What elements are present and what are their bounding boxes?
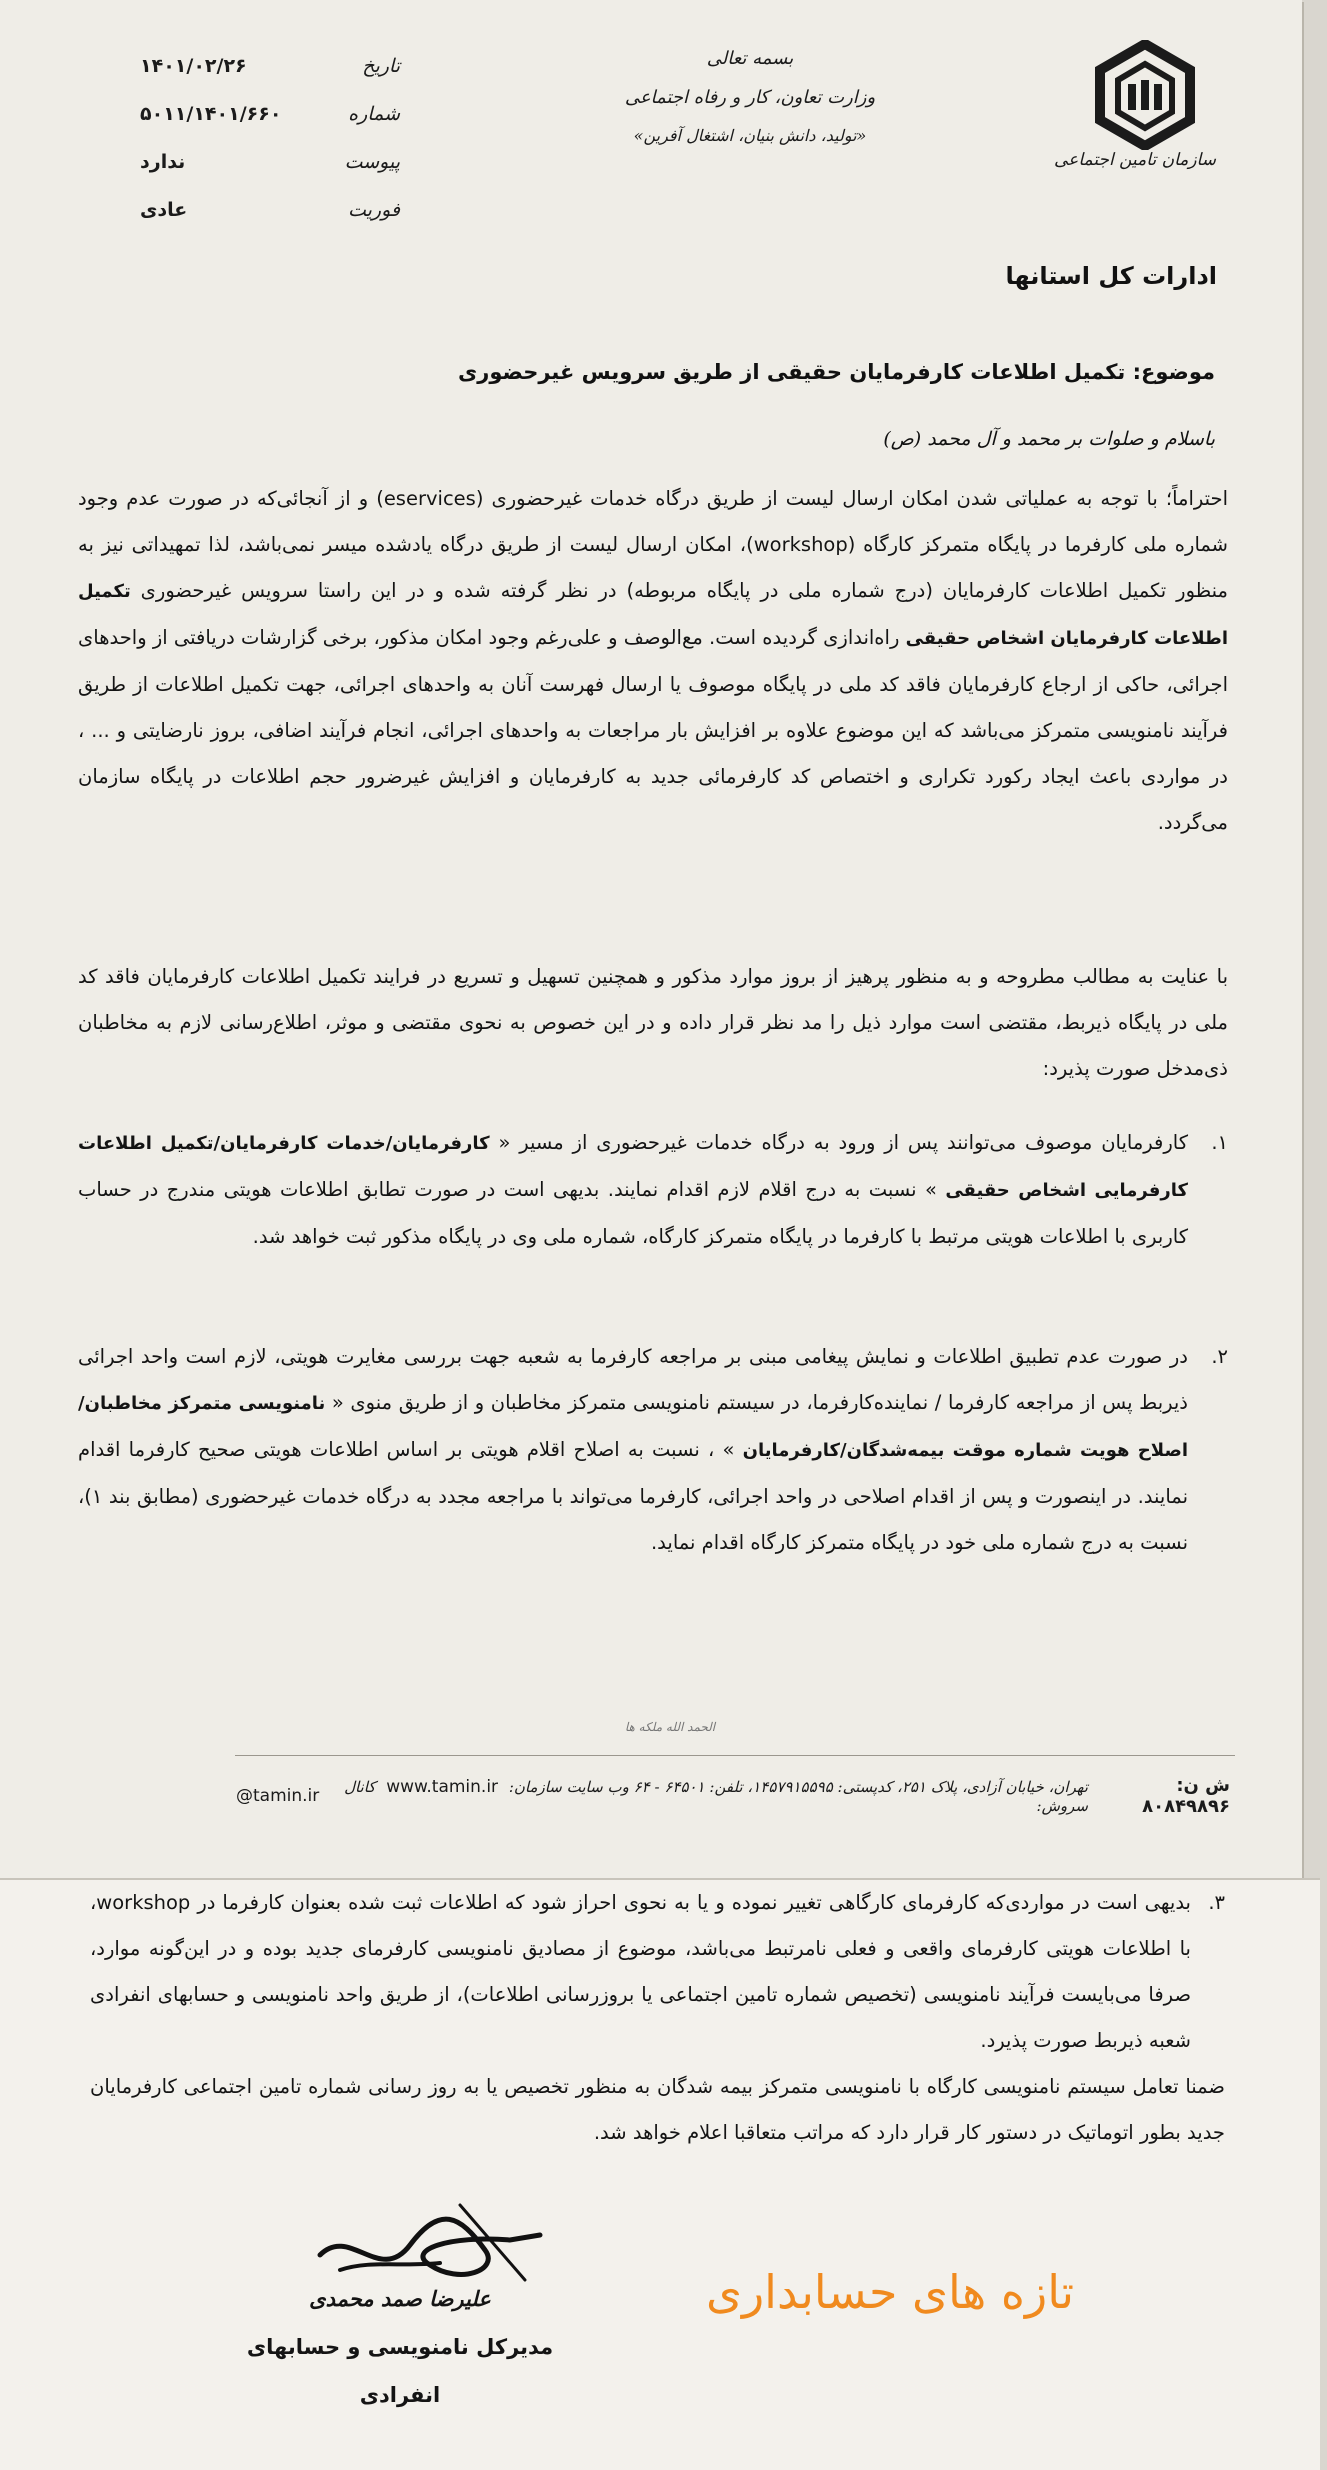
letterhead-center [600,48,900,163]
item1-text-b: » نسبت به درج اقلام لازم اقدام نمایند. بدیهی است در صورت تطابق اطلاعات هویتی مندرج در حساب کاربری با اطلاعات هویتی مرتبط با کارفرما در پایگاه متمرکز کارگاه، شماره ملی وی در پایگاه مذکور ثبت خواهد شد. [78,1178,1188,1248]
item-number: ۱. [1211,1131,1228,1154]
item2-text-b: » ، نسبت به اصلاح اقلام هویتی بر اساس اطلاعات هویتی صحیح کارفرما اقدام نمایند. در اینصورت و پس از اقدام اصلاحی در واحد اجرائی، کارفرما می‌تواند با مراجعه مجدد به درگاه خدمات غیرحضوری (مطابق بند ۱)، نسبت به درج شماره ملی خود در پایگاه متمرکز کارگاه اقدام نماید. [78,1438,1188,1554]
footer-address: تهران، خیابان آزادی، پلاک ۲۵۱، کدپستی: ۱۴۵۷۹۱۵۵۹۵، تلفن: ۶۴۵۰۱ - ۶۴ وب سایت سازمان: [508,1778,1088,1796]
item-number: ۲. [1211,1345,1228,1368]
letter-meta [140,42,400,234]
meta-priority [140,186,400,234]
letter-subject: موضوع: تکمیل اطلاعات کارفرمایان حقیقی از طریق سرویس غیرحضوری [458,360,1215,384]
watermark-text: تازه های حسابداری [705,2265,1075,2319]
intro-text-a: احتراماً؛ با توجه به عملیاتی شدن امکان ارسال لیست از طریق درگاه خدمات غیرحضوری (eservices) و از آنجائی‌که در صورت عدم وجود شماره ملی کارفرما در پایگاه متمرکز کارگاه (workshop)، امکان ارسال لیست از طریق درگاه یادشده میسر نمی‌باشد، لذا تمهیداتی نیز به منظور تکمیل اطلاعات کارفرمایان (درج شماره ملی در پایگاه مربوطه) در نظر گرفته شده و در این راستا سرویس غیرحضوری [78,487,1228,602]
footer-national-id: ش ن: ۸۰۸۴۹۸۹۶ [1142,1775,1230,1817]
signer-title-2: انفرادی [359,2383,441,2407]
date-label: تاریخ [362,55,400,77]
intro-bold: تکمیل اطلاعات کارفرمایان اشخاص حقیقی [78,581,1228,649]
page2-content [90,1880,1225,2156]
letter-footer [236,1775,1230,1817]
list-item-2 [78,1334,1228,1566]
tamin-logo-icon [1090,40,1200,150]
number-label: شماره [348,103,400,125]
org-name: سازمان تامین اجتماعی [1054,150,1216,170]
item1-path: کارفرمایان/خدمات کارفرمایان/تکمیل اطلاعات کارفرمایی اشخاص حقیقی [78,1133,1188,1201]
item2-text-a: در صورت عدم تطبیق اطلاعات و نمایش پیغامی مبنی بر مراجعه کارفرما به شعبه جهت بررسی مغایرت هویتی، لازم است واحد اجرائی ذیربط پس از مراجعه کارفرما / نماینده‌کارفرما، در سیستم نامنویسی متمرکز مخاطبان و از طریق منوی « [78,1345,1188,1414]
signer-name: علیرضا صمد محمدی [309,2286,491,2311]
footer-note: الحمد الله ملکه ها [624,1720,716,1734]
footer-divider [235,1755,1235,1756]
reason-paragraph: با عنایت به مطالب مطروحه و به منظور پرهیز از بروز موارد مذکور و همچنین تسهیل و تسریع در فرایند تکمیل اطلاعات کارفرمایان فاقد کد ملی در پایگاه ذیربط، مقتضی است موارد ذیل را مد نظر قرار داده و در این خصوص به نحوی مقتضی و موثر، اطلاع‌رسانی لازم به مخاطبان ذی‌مدخل صورت پذیرد: [78,965,1228,1080]
item1-text-a: کارفرمایان موصوف می‌توانند پس از ورود به درگاه خدمات غیرحضوری از مسیر « [498,1131,1189,1154]
item3-text: بدیهی است در مواردی‌که کارفرمای کارگاهی تغییر نموده و یا به نحوی احراز شود که اطلاعات ثبت شده بعنوان کارفرما در workshop، با اطلاعات هویتی کارفرمای واقعی و فعلی نامرتبط می‌باشد، موضوع از مصادیق نامنویسی کارفرمای جدید بوده و در این‌گونه موارد، صرفا می‌بایست فرآیند نامنویسی (تخصیص شماره تامین اجتماعی یا بروزرسانی اطلاعات)، از طریق واحد نامنویسی و حسابهای انفرادی شعبه ذیربط صورت پذیرد. [90,1891,1191,2052]
intro-text-b: راه‌اندازی گردیده است. مع‌الوصف و علی‌رغم وجود امکان مذکور، برخی گزارشات دریافتی از واحدهای اجرائی، حاکی از ارجاع کارفرمایان فاقد کد ملی در پایگاه موصوف یا ارسال فهرست آنان به واحدهای اجرائی، جهت تکمیل اطلاعات از طریق فرآیند نامنویسی متمرکز می‌باشد که این موضوع علاوه بر افزایش بار مراجعات به واحدهای اجرائی، انجام فرآیند اضافی، بروز نارضایتی و ... ، در مواردی باعث ایجاد رکورد تکراری و اختصاص کد کارفرمائی جدید به کارفرمایان و افزایش غیرضرور حجم اطلاعات در پایگاه سازمان می‌گردد. [78,626,1228,834]
meta-number [140,90,400,138]
attachment-value: ندارد [140,151,186,173]
recipient-heading: ادارات کل استانها [1005,262,1217,290]
attachment-label: پیوست [344,151,400,173]
salutation: باسلام و صلوات بر محمد و آل محمد (ص) [883,428,1215,450]
footer-email: @tamin.ir [236,1786,320,1806]
priority-value: عادی [140,199,188,221]
closing-paragraph: ضمنا تعامل سیستم نامنویسی کارگاه با نامنویسی متمرکز بیمه شدگان به منظور تخصیص یا به روز رسانی شماره تامین اجتماعی کارفرمایان جدید بطور اتوماتیک در دستور کار قرار دارد که مراتب متعاقبا اعلام خواهد شد. [90,2075,1225,2144]
date-value: ۱۴۰۱/۰۲/۲۶ [140,55,247,77]
signer-title: مدیرکل نامنویسی و حسابهای [246,2335,554,2359]
year-slogan: «تولید، دانش بنیان، اشتغال آفرین» [633,126,867,145]
footer-channel [319,1777,1088,1815]
meta-date [140,42,400,90]
item-number: ۳. [1208,1891,1225,1914]
basmala: بسمه تعالی [706,48,794,69]
ministry-name: وزارت تعاون، کار و رفاه اجتماعی [624,87,876,108]
number-value: ۵۰۱۱/۱۴۰۱/۶۶۰ [140,103,282,125]
footer-website: www.tamin.ir [386,1777,499,1797]
list-item-1 [78,1120,1228,1260]
list-item-3 [90,1880,1225,2064]
intro-paragraph [78,476,1228,956]
priority-label: فوریت [347,199,400,221]
meta-attachment [140,138,400,186]
item2-menu-path: نامنویسی متمرکز مخاطبان/اصلاح هویت شماره موقت بیمه‌شدگان/کارفرمایان [78,1393,1189,1461]
footer-channel-label: کانال سروش: [344,1778,1088,1815]
signature-block [240,2275,560,2419]
